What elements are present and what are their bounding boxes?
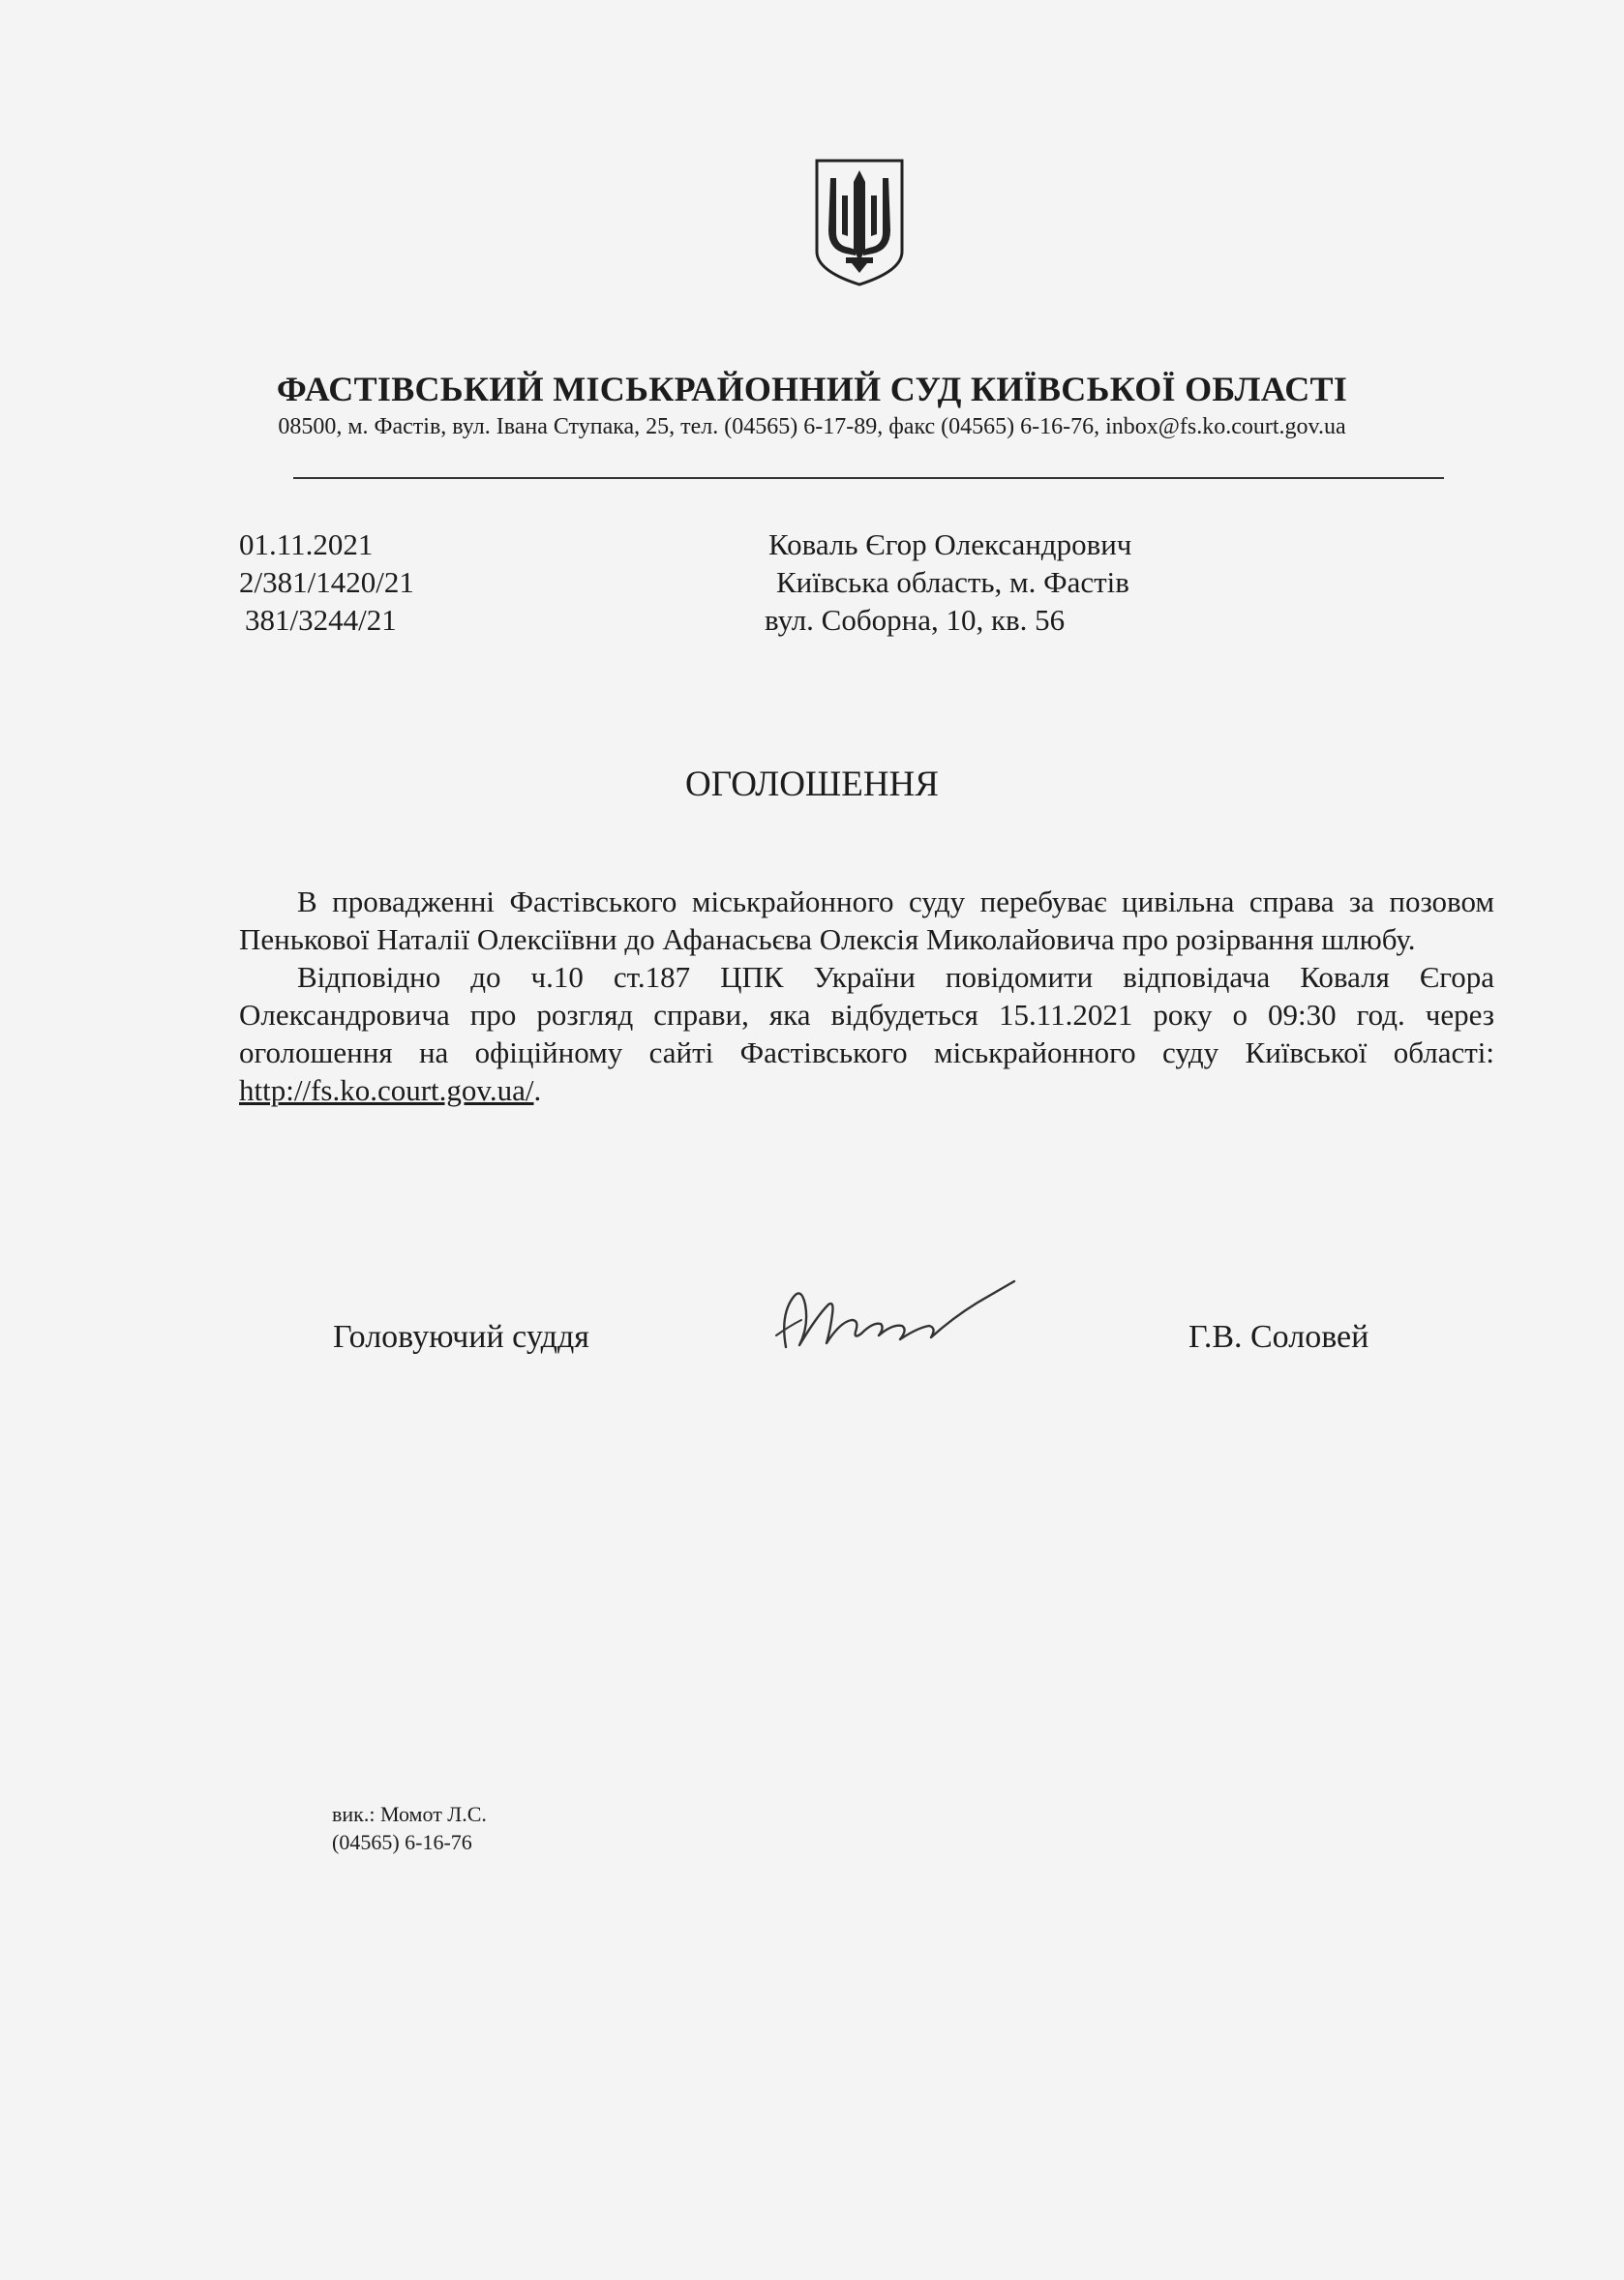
link-suffix: . xyxy=(533,1073,542,1107)
addressee-name: Коваль Єгор Олександрович xyxy=(768,527,1132,561)
addressee-region: Київська область, м. Фастів xyxy=(776,565,1129,599)
court-name: ФАСТІВСЬКИЙ МІСЬКРАЙОННИЙ СУД КИЇВСЬКОЇ ОБЛАСТІ xyxy=(276,370,1348,408)
executor-footer xyxy=(332,1800,487,1856)
body-paragraph-2-text: Відповідно до ч.10 ст.187 ЦПК України повідомити відповідача Коваля Єгора Олександровича про розгляд справи, яка відбудеться 15.11.2021 року о 09:30 год. через оголошення на офіційному сайті Фастівського міськрайонного суду Київської області: xyxy=(239,960,1494,1069)
handwritten-signature xyxy=(772,1275,1026,1357)
document-title: ОГОЛОШЕННЯ xyxy=(685,765,939,804)
court-address: 08500, м. Фастів, вул. Івана Ступака, 25, тел. (04565) 6-17-89, факс (04565) 6-16-76, inbox@fs.ko.court.gov.ua xyxy=(278,414,1346,439)
document-date: 01.11.2021 xyxy=(239,527,374,561)
header-divider xyxy=(293,477,1444,479)
trident-coat-of-arms-icon xyxy=(813,157,906,288)
signatory-role: Головуючий суддя xyxy=(333,1319,589,1355)
case-number: 2/381/1420/21 xyxy=(239,565,414,599)
addressee-street: вул. Соборна, 10, кв. 56 xyxy=(765,603,1066,637)
executor-phone: (04565) 6-16-76 xyxy=(332,1830,472,1854)
proceeding-number: 381/3244/21 xyxy=(245,603,397,637)
body-paragraph-2 xyxy=(239,958,1494,1109)
signatory-name: Г.В. Соловей xyxy=(1188,1319,1369,1355)
announcement-body xyxy=(239,883,1494,1109)
court-website-link[interactable]: http://fs.ko.court.gov.ua/ xyxy=(239,1073,534,1107)
body-paragraph-1: В провадженні Фастівського міськрайонного суду перебуває цивільна справа за позовом Пенькової Наталії Олексіївни до Афанасьєва Олексія Миколайовича про розірвання шлюбу. xyxy=(239,885,1494,956)
executor-name: вик.: Момот Л.С. xyxy=(332,1802,487,1826)
